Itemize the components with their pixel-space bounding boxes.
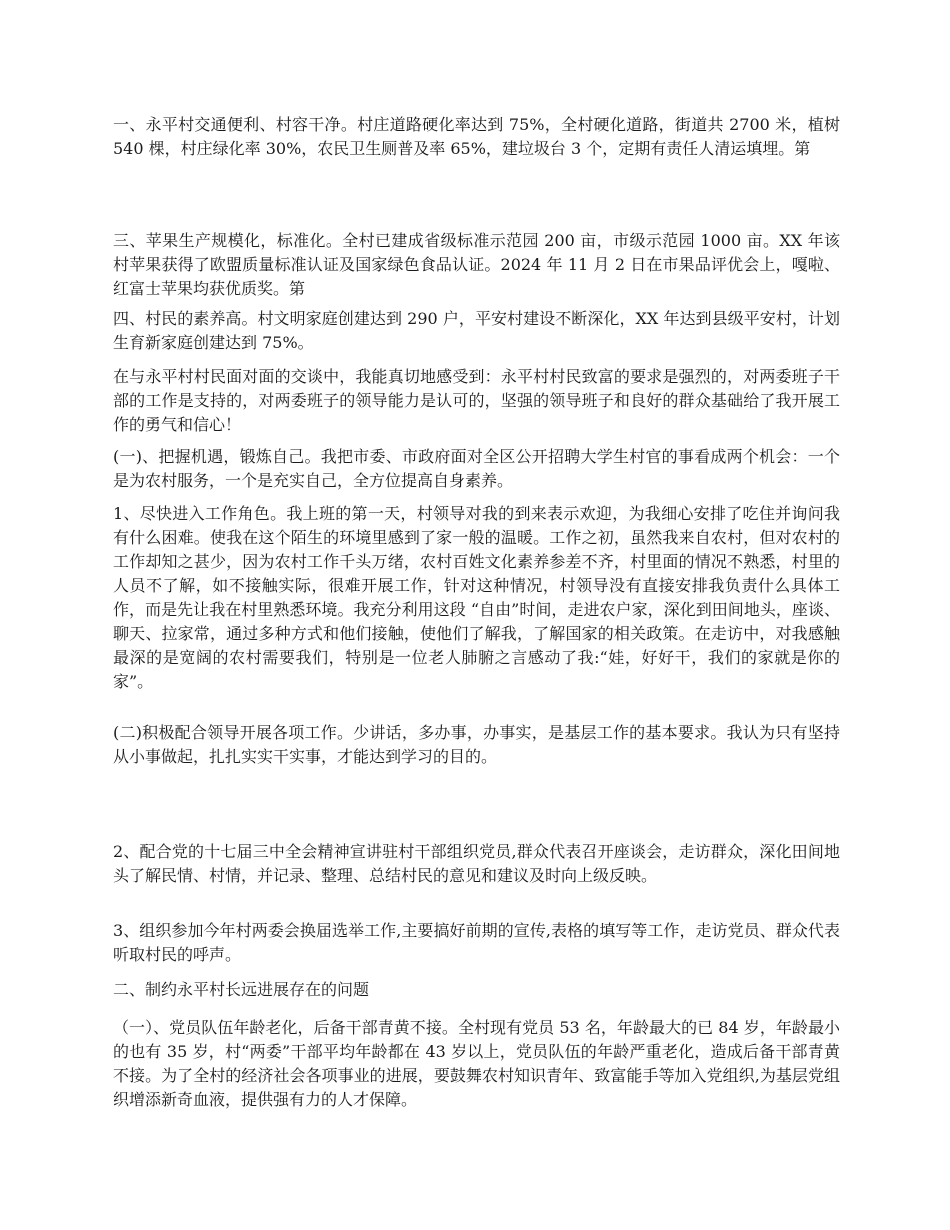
section-heading-problems: 二、制约永平村长远进展存在的问题	[113, 980, 370, 999]
paragraph-party-member-aging: （一）、党员队伍年龄老化，后备干部青黄不接。全村现有党员 53 名，年龄最大的已 84 岁，年龄最小的也有 35 岁，村“两委”干部平均年龄都在 43 岁以上，党员队伍的年龄严重老化，造成后备干部青黄不接。为了全村的经济社会各项事业的进展，要鼓舞农村知识青年、致富能手等加入党组织,为基层党组织增添新奇血液，提供强有力的人才保障。	[113, 1018, 840, 1109]
paragraph-village-transport: 一、永平村交通便利、村容干净。村庄道路硬化率达到 75%，全村硬化道路，街道共 2700 米，植树 540 棵，村庄绿化率 30%，农民卫生厕普及率 65%，建垃圾台 3 个，定期有责任人清运填埋。第	[113, 115, 840, 158]
paragraph-apple-production: 三、苹果生产规模化，标准化。全村已建成省级标准示范园 200 亩，市级示范园 1000 亩。XX 年该村苹果获得了欧盟质量标准认证及国家绿色食品认证。2024 年 11 月 2 日在市果品评优会上，嘎啦、红富士苹果均获优质奖。第	[113, 231, 840, 298]
paragraph-enter-work-role: 1、尽快进入工作角色。我上班的第一天，村领导对我的到来表示欢迎，为我细心安排了吃住并询问我有什么困难。使我在这个陌生的环境里感到了家一般的温暖。工作之初，虽然我来自农村，但对农村的工作却知之甚少，因为农村工作千头万绪，农村百姓文化素养参差不齐，村里面的情况不熟悉，村里的人员不了解，如不接触实际，很难开展工作，针对这种情况，村领导没有直接安排我负责什么具体工作，而是先让我在村里熟悉环境。我充分利用这段 “自由”时间，走进农户家，深化到田间地头，座谈、聊天、拉家常，通过多种方式和他们接触，使他们了解我，了解国家的相关政策。在走访中，对我感触最深的是宽阔的农村需要我们，特别是一位老人肺腑之言感动了我:“娃，好好干，我们的家就是你的家”。	[113, 504, 840, 691]
paragraph-villager-quality: 四、村民的素养高。村文明家庭创建达到 290 户，平安村建设不断深化，XX 年达到县级平安村，计划生育新家庭创建达到 75%。	[113, 309, 840, 352]
paragraph-villager-conversation: 在与永平村村民面对面的交谈中，我能真切地感受到：永平村村民致富的要求是强烈的，对两委班子干部的工作是支持的，对两委班子的领导能力是认可的，坚强的领导班子和良好的群众基础给了我开展工作的勇气和信心！	[113, 367, 840, 434]
paragraph-cooperate-leadership: (二)积极配合领导开展各项工作。少讲话，多办事，办事实，是基层工作的基本要求。我认为只有坚持从小事做起，扎扎实实干实事，才能达到学习的目的。	[113, 723, 840, 766]
paragraph-seize-opportunity: (一)、把握机遇，锻炼自己。我把市委、市政府面对全区公开招聘大学生村官的事看成两个机会：一个是为农村服务，一个是充实自己，全方位提高自身素养。	[113, 447, 840, 490]
paragraph-election-work: 3、组织参加今年村两委会换届选举工作,主要搞好前期的宣传,表格的填写等工作，走访党员、群众代表听取村民的呼声。	[113, 921, 840, 964]
paragraph-plenum-propaganda: 2、配合党的十七届三中全会精神宣讲驻村干部组织党员,群众代表召开座谈会，走访群众，深化田间地头了解民情、村情，并记录、整理、总结村民的意见和建议及时向上级反映。	[113, 842, 840, 885]
